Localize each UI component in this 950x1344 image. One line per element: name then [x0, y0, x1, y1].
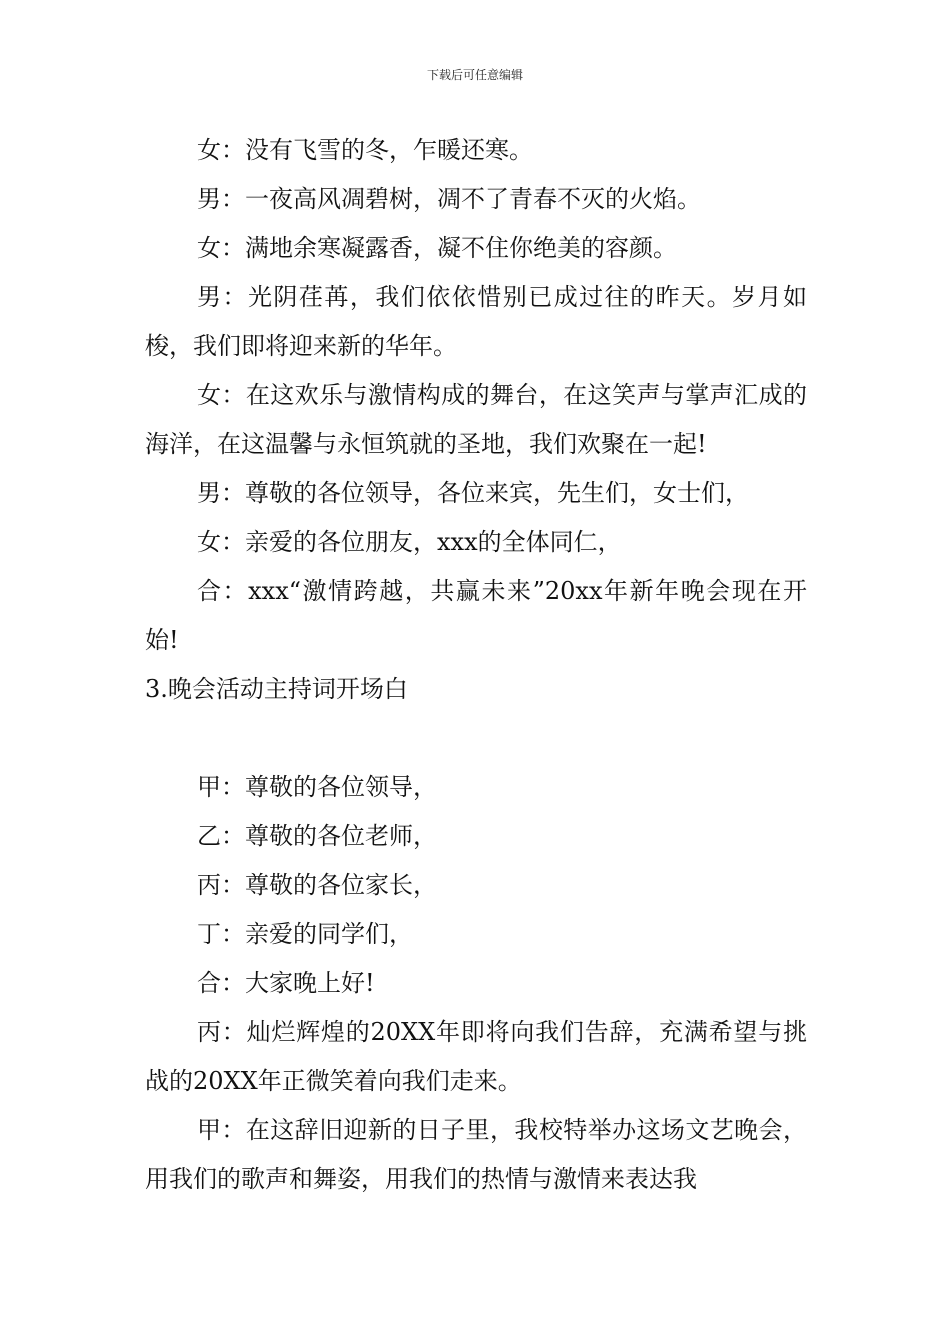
- paragraph: 丙：灿烂辉煌的20XX年即将向我们告辞，充满希望与挑战的20XX年正微笑着向我们走来。: [145, 1018, 807, 1095]
- paragraph: 女：在这欢乐与激情构成的舞台，在这笑声与掌声汇成的海洋，在这温馨与永恒筑就的圣地，我们欢聚在一起!: [145, 381, 807, 458]
- paragraph: 女：亲爱的各位朋友，xxx的全体同仁，: [197, 528, 622, 556]
- section-heading: 3.晚会活动主持词开场白: [145, 675, 408, 703]
- paragraph: 丙：尊敬的各位家长，: [197, 871, 437, 899]
- paragraph: 合：大家晚上好!: [197, 969, 375, 997]
- paragraph: 合：xxx“激情跨越，共赢未来”20xx年新年晚会现在开始!: [145, 577, 807, 654]
- paragraph: 甲：在这辞旧迎新的日子里，我校特举办这场文艺晚会，用我们的歌声和舞姿，用我们的热情与激情来表达我: [145, 1116, 807, 1193]
- paragraph: 女：没有飞雪的冬，乍暖还寒。: [197, 136, 533, 164]
- paragraph: 男：一夜高风凋碧树，凋不了青春不灭的火焰。: [197, 185, 701, 213]
- paragraph: 男：尊敬的各位领导，各位来宾，先生们，女士们，: [197, 479, 749, 507]
- paragraph: 男：光阴荏苒，我们依依惜别已成过往的昨天。岁月如梭，我们即将迎来新的华年。: [145, 283, 807, 360]
- paragraph: 丁：亲爱的同学们，: [197, 920, 413, 948]
- paragraph: 女：满地余寒凝露香，凝不住你绝美的容颜。: [197, 234, 677, 262]
- page-header: 下载后可任意编辑: [426, 68, 523, 82]
- paragraph: 甲：尊敬的各位领导，: [197, 773, 437, 801]
- blank-line: [145, 714, 807, 763]
- paragraph: 乙：尊敬的各位老师，: [197, 822, 437, 850]
- document-body: [145, 126, 807, 1204]
